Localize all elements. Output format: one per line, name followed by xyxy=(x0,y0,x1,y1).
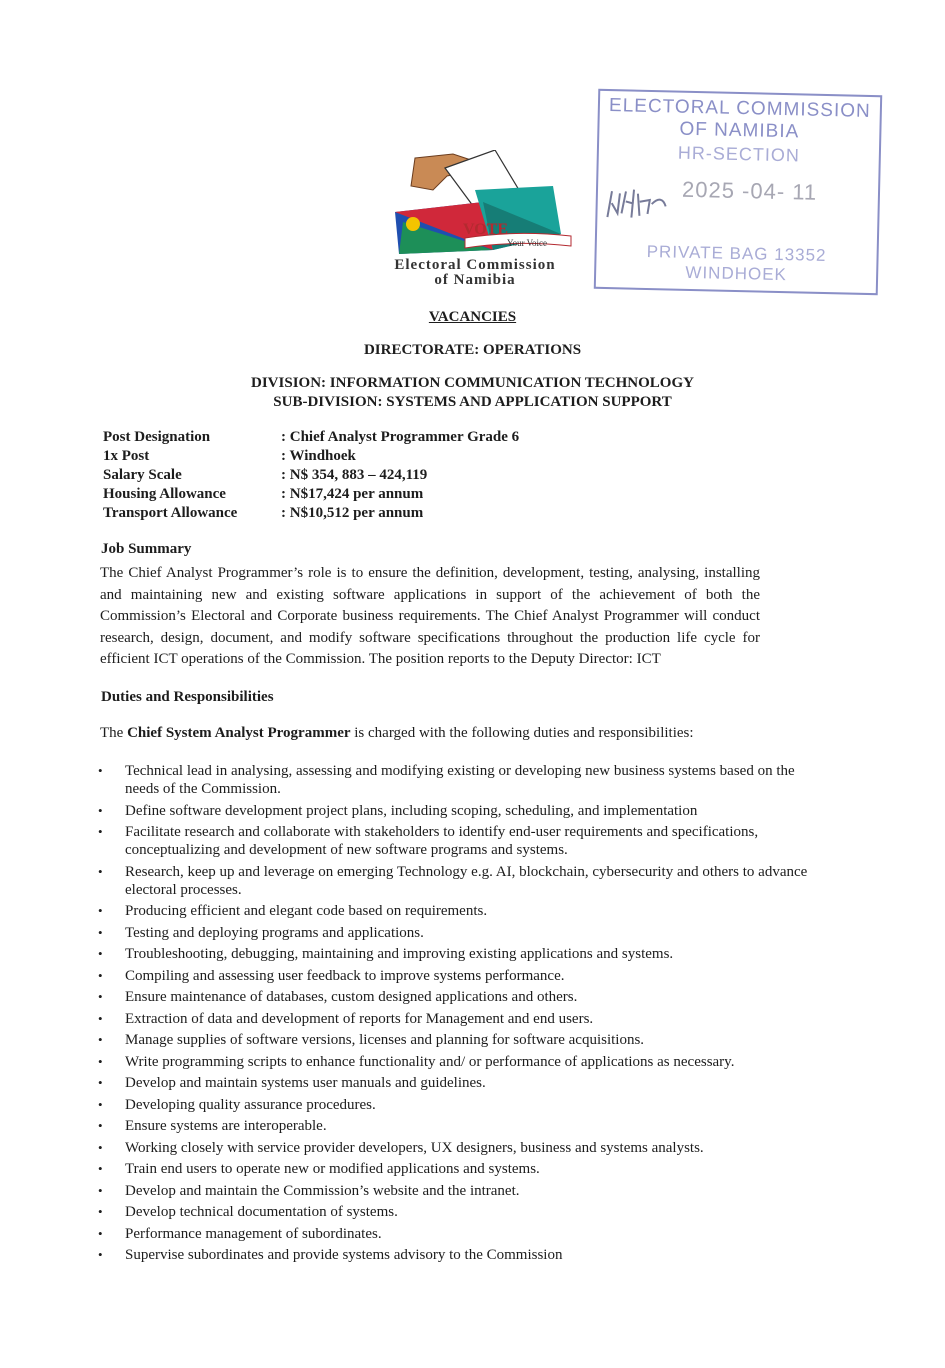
division-heading: DIVISION: INFORMATION COMMUNICATION TECHNOLOGY xyxy=(251,375,694,391)
duty-text: Developing quality assurance procedures. xyxy=(125,1096,376,1113)
duty-text: Extraction of data and development of reports for Management and end users. xyxy=(125,1010,594,1027)
stamp-line4: PRIVATE BAG 13352 xyxy=(646,241,827,266)
duty-item xyxy=(90,988,830,1006)
bullet-icon: • xyxy=(98,763,103,778)
duty-item xyxy=(90,1139,830,1157)
bullet-icon: • xyxy=(98,824,103,839)
duties-intro-post: is charged with the following duties and responsibilities: xyxy=(350,725,694,741)
duties-intro xyxy=(100,725,694,742)
logo-caption xyxy=(355,258,595,288)
detail-label: Salary Scale xyxy=(103,467,182,483)
duty-text: Working closely with service provider developers, UX designers, business and systems analysts. xyxy=(125,1139,704,1156)
bullet-icon: • xyxy=(98,1075,103,1090)
duty-item xyxy=(90,1182,830,1200)
svg-text:VOTE: VOTE xyxy=(463,221,509,238)
duty-text: Manage supplies of software versions, licenses and planning for software acquisitions. xyxy=(125,1032,645,1048)
duty-text: Producing efficient and elegant code based on requirements. xyxy=(125,903,488,919)
bullet-icon: • xyxy=(98,802,103,818)
duty-item xyxy=(90,945,830,963)
subdivision-heading: SUB-DIVISION: SYSTEMS AND APPLICATION SUPPORT xyxy=(273,394,672,410)
duty-text: Technical lead in analysing, assessing and modifying existing or developing new business systems based on the needs of the Commission. xyxy=(125,763,795,797)
duty-text: Ensure maintenance of databases, custom designed applications and others. xyxy=(125,989,578,1005)
bullet-icon: • xyxy=(98,1139,103,1155)
detail-value: : N$17,424 per annum xyxy=(281,486,424,502)
detail-value: : N$10,512 per annum xyxy=(281,505,424,521)
detail-label: 1x Post xyxy=(103,448,150,464)
duty-item xyxy=(90,1117,830,1135)
job-summary-title: Job Summary xyxy=(101,541,192,557)
duty-text: Troubleshooting, debugging, maintaining and improving existing applications and systems. xyxy=(125,946,674,962)
duty-text: Train end users to operate new or modified applications and systems. xyxy=(125,1161,540,1177)
stamp-date: 2025 -04- 11 xyxy=(681,176,818,205)
duty-item xyxy=(90,1074,830,1092)
duty-item xyxy=(90,902,830,920)
duty-item xyxy=(90,1203,830,1221)
ecn-logo xyxy=(355,150,595,290)
bullet-icon: • xyxy=(98,1118,103,1133)
duty-text: Develop and maintain the Commission’s website and the intranet. xyxy=(125,1182,520,1199)
bullet-icon: • xyxy=(98,1096,103,1112)
duty-text: Performance management of subordinates. xyxy=(125,1225,382,1242)
duty-item xyxy=(90,823,830,859)
stamp-line2: OF NAMIBIA xyxy=(679,118,800,143)
duty-text: Develop and maintain systems user manuals and guidelines. xyxy=(125,1075,486,1091)
duty-text: Compiling and assessing user feedback to improve systems performance. xyxy=(125,967,565,984)
duty-item xyxy=(90,924,830,942)
duty-text: Facilitate research and collaborate with stakeholders to identify end-user requirements and specifications, conceptualizing and development of new software programs and systems. xyxy=(125,824,759,858)
bullet-icon: • xyxy=(98,946,103,961)
duty-text: Develop technical documentation of systems. xyxy=(125,1204,398,1220)
detail-value: : N$ 354, 883 – 424,119 xyxy=(281,467,428,483)
bullet-icon: • xyxy=(98,1247,103,1262)
detail-label: Transport Allowance xyxy=(103,505,238,521)
duty-text: Testing and deploying programs and applications. xyxy=(125,924,424,941)
duties-title: Duties and Responsibilities xyxy=(101,689,274,705)
bullet-icon: • xyxy=(98,903,103,918)
stamp-line3: HR-SECTION xyxy=(677,142,801,166)
bullet-icon: • xyxy=(98,863,103,879)
stamp-line1: ELECTORAL COMMISSION xyxy=(608,95,871,122)
duty-text: Research, keep up and leverage on emerging Technology e.g. AI, blockchain, cybersecurity and others to advance electoral processes. xyxy=(125,863,808,898)
ballot-box-logo-icon xyxy=(375,150,575,260)
detail-label: Post Designation xyxy=(103,429,211,445)
bullet-icon: • xyxy=(98,1032,103,1047)
detail-label: Housing Allowance xyxy=(103,486,226,502)
bullet-icon: • xyxy=(98,967,103,983)
bullet-icon: • xyxy=(98,1161,103,1176)
duty-item xyxy=(90,1160,830,1178)
vacancies-heading: VACANCIES xyxy=(428,309,517,325)
duty-item xyxy=(90,1246,830,1264)
duties-intro-bold: Chief System Analyst Programmer xyxy=(127,725,351,741)
detail-value: : Chief Analyst Programmer Grade 6 xyxy=(281,429,520,445)
duty-text: Ensure systems are interoperable. xyxy=(125,1118,327,1134)
duty-item xyxy=(90,1053,830,1071)
duties-intro-pre: The xyxy=(100,725,128,741)
stamp-line5: WINDHOEK xyxy=(685,262,788,285)
duties-list xyxy=(90,762,830,1268)
bullet-icon: • xyxy=(98,1225,103,1241)
bullet-icon: • xyxy=(98,1182,103,1198)
svg-text:Your Voice: Your Voice xyxy=(507,238,548,248)
directorate-heading: DIRECTORATE: OPERATIONS xyxy=(363,342,582,358)
logo-caption-line1: Electoral Commission xyxy=(394,257,556,273)
duty-item xyxy=(90,1225,830,1243)
duty-item xyxy=(90,863,830,899)
job-summary-text: The Chief Analyst Programmer’s role is to ensure the definition, development, testing, analysing, installing and maintaining new and existing software applications in support of the achievement of both the Commission’s Electoral and Corporate business requirements. The Chief Analyst Programmer will conduct research, design, document, and modify software specifications throughout the production life cycle for efficient ICT operations of the Commission. The position reports to the Deputy Director: ICT xyxy=(100,565,760,667)
duty-text: Write programming scripts to enhance functionality and/ or performance of applications as necessary. xyxy=(125,1053,735,1070)
duty-text: Define software development project plans, including scoping, scheduling, and implementation xyxy=(125,802,698,819)
bullet-icon: • xyxy=(98,1010,103,1026)
duty-item xyxy=(90,1096,830,1114)
logo-caption-line2: of Namibia xyxy=(434,272,516,288)
duty-item xyxy=(90,1010,830,1028)
duty-item xyxy=(90,802,830,820)
duty-item xyxy=(90,762,830,798)
hr-received-stamp xyxy=(594,89,882,295)
duty-text: Supervise subordinates and provide systems advisory to the Commission xyxy=(125,1247,563,1263)
bullet-icon: • xyxy=(98,989,103,1004)
bullet-icon: • xyxy=(98,1053,103,1069)
duty-item xyxy=(90,1031,830,1049)
bullet-icon: • xyxy=(98,924,103,940)
bullet-icon: • xyxy=(98,1204,103,1219)
duty-item xyxy=(90,967,830,985)
signature-icon xyxy=(603,183,674,225)
detail-value: : Windhoek xyxy=(281,448,356,464)
